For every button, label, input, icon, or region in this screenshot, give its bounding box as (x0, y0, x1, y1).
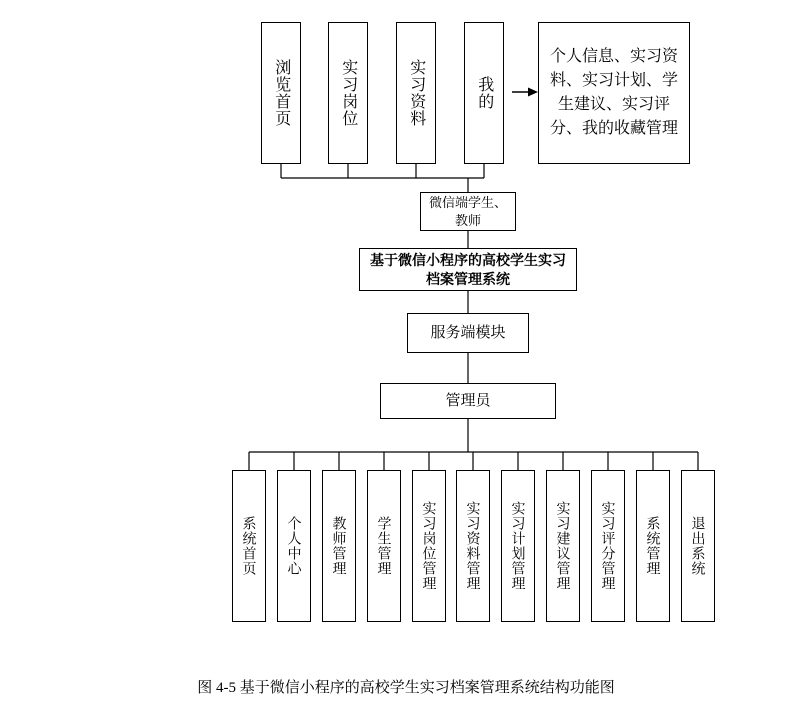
node-label: 个人中心 (286, 516, 303, 576)
node-label: 实习资料管理 (465, 501, 482, 591)
node-server-module[interactable] (407, 313, 529, 353)
node-label: 基于微信小程序的高校学生实习档案管理系统 (370, 251, 566, 287)
node-label: 教师管理 (331, 516, 348, 576)
node-admin-system-home[interactable] (232, 470, 266, 622)
node-admin-position-management[interactable] (412, 470, 446, 622)
node-label: 学生管理 (376, 516, 393, 576)
node-internship-material[interactable] (396, 22, 436, 164)
node-admin-plan-management[interactable] (501, 470, 535, 622)
node-label: 实习资料 (407, 59, 425, 127)
node-label: 实习计划管理 (510, 501, 527, 591)
node-system-title[interactable] (359, 248, 577, 291)
node-browse-home[interactable] (261, 22, 301, 164)
node-label: 服务端模块 (430, 323, 506, 341)
node-label: 实习建议管理 (555, 501, 572, 591)
node-label: 管理员 (445, 391, 491, 409)
node-label: 个人信息、实习资料、实习计划、学生建议、实习评分、我的收藏管理 (549, 48, 678, 137)
node-admin-student-management[interactable] (367, 470, 401, 622)
node-wechat-client[interactable] (420, 192, 516, 231)
figure-caption: 图 4-5 基于微信小程序的高校学生实习档案管理系统结构功能图 (197, 680, 615, 696)
node-admin-material-management[interactable] (456, 470, 490, 622)
node-label: 系统首页 (241, 516, 258, 576)
node-mine[interactable] (464, 22, 504, 164)
node-admin-logout[interactable] (681, 470, 715, 622)
node-label: 实习岗位管理 (421, 501, 438, 591)
node-admin-teacher-management[interactable] (322, 470, 356, 622)
node-admin-system-management[interactable] (636, 470, 670, 622)
node-admin[interactable] (380, 383, 556, 419)
node-label: 退出系统 (690, 516, 707, 576)
node-label: 微信端学生、教师 (428, 194, 507, 228)
node-admin-suggestion-management[interactable] (546, 470, 580, 622)
node-admin-personal-center[interactable] (277, 470, 311, 622)
node-label: 我的 (475, 76, 493, 110)
node-label: 系统管理 (645, 516, 662, 576)
node-mine-detail[interactable] (538, 22, 690, 164)
node-label: 浏览首页 (272, 59, 290, 127)
node-internship-position[interactable] (328, 22, 368, 164)
node-admin-score-management[interactable] (591, 470, 625, 622)
node-label: 实习评分管理 (600, 501, 617, 591)
node-label: 实习岗位 (339, 59, 357, 127)
